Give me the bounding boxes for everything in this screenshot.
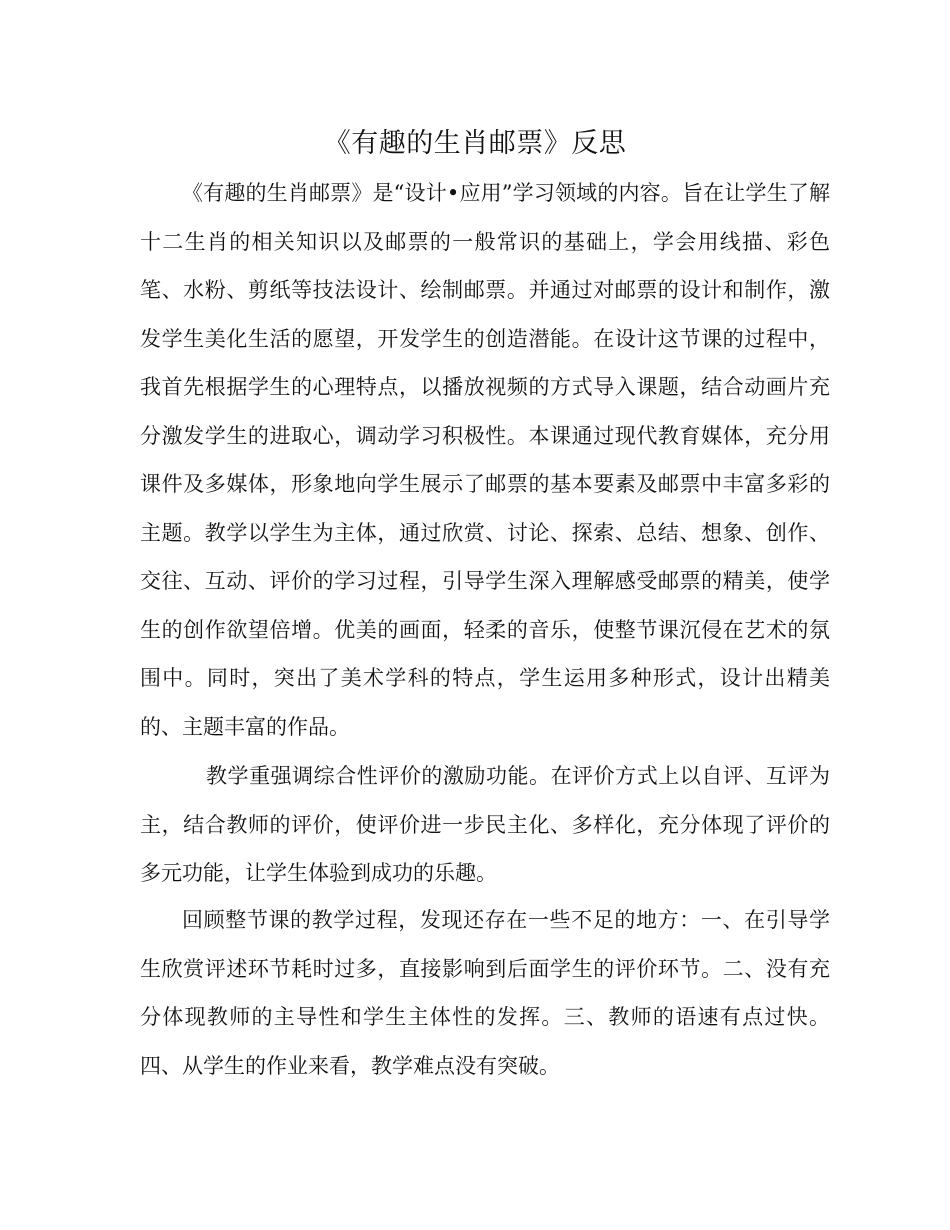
- paragraph-3: 回顾整节课的教学过程，发现还存在一些不足的地方：一、在引导学生欣赏评述环节耗时过多，直接影响到后面学生的评价环节。二、没有充分体现教师的主导性和学生主体性的发挥。三、教师的语速有点过快。四、从学生的作业来看，教学难点没有突破。: [140, 908, 830, 1078]
- paragraph-2: 教学重强调综合性评价的激励功能。在评价方式上以自评、互评为主，结合教师的评价，使评价进一步民主化、多样化，充分体现了评价的多元功能，让学生体验到成功的乐趣。: [140, 764, 830, 885]
- document-title: 《有趣的生肖邮票》反思: [323, 128, 627, 159]
- paragraph-1: 《有趣的生肖邮票》是“设计•应用”学习领域的内容。旨在让学生了解十二生肖的相关知识以及邮票的一般常识的基础上，学会用线描、彩色笔、水粉、剪纸等技法设计、绘制邮票。并通过对邮票的设计和制作，激发学生美化生活的愿望，开发学生的创造潜能。在设计这节课的过程中，我首先根据学生的心理特点，以播放视频的方式导入课题，结合动画片充分激发学生的进取心，调动学习积极性。本课通过现代教育媒体，充分用课件及多媒体，形象地向学生展示了邮票的基本要素及邮票中丰富多彩的主题。教学以学生为主体，通过欣赏、讨论、探索、总结、想象、创作、交往、互动、评价的学习过程，引导学生深入理解感受邮票的精美，使学生的创作欲望倍增。优美的画面，轻柔的音乐，使整节课沉侵在艺术的氛围中。同时，突出了美术学科的特点，学生运用多种形式，设计出精美的、主题丰富的作品。: [140, 181, 830, 739]
